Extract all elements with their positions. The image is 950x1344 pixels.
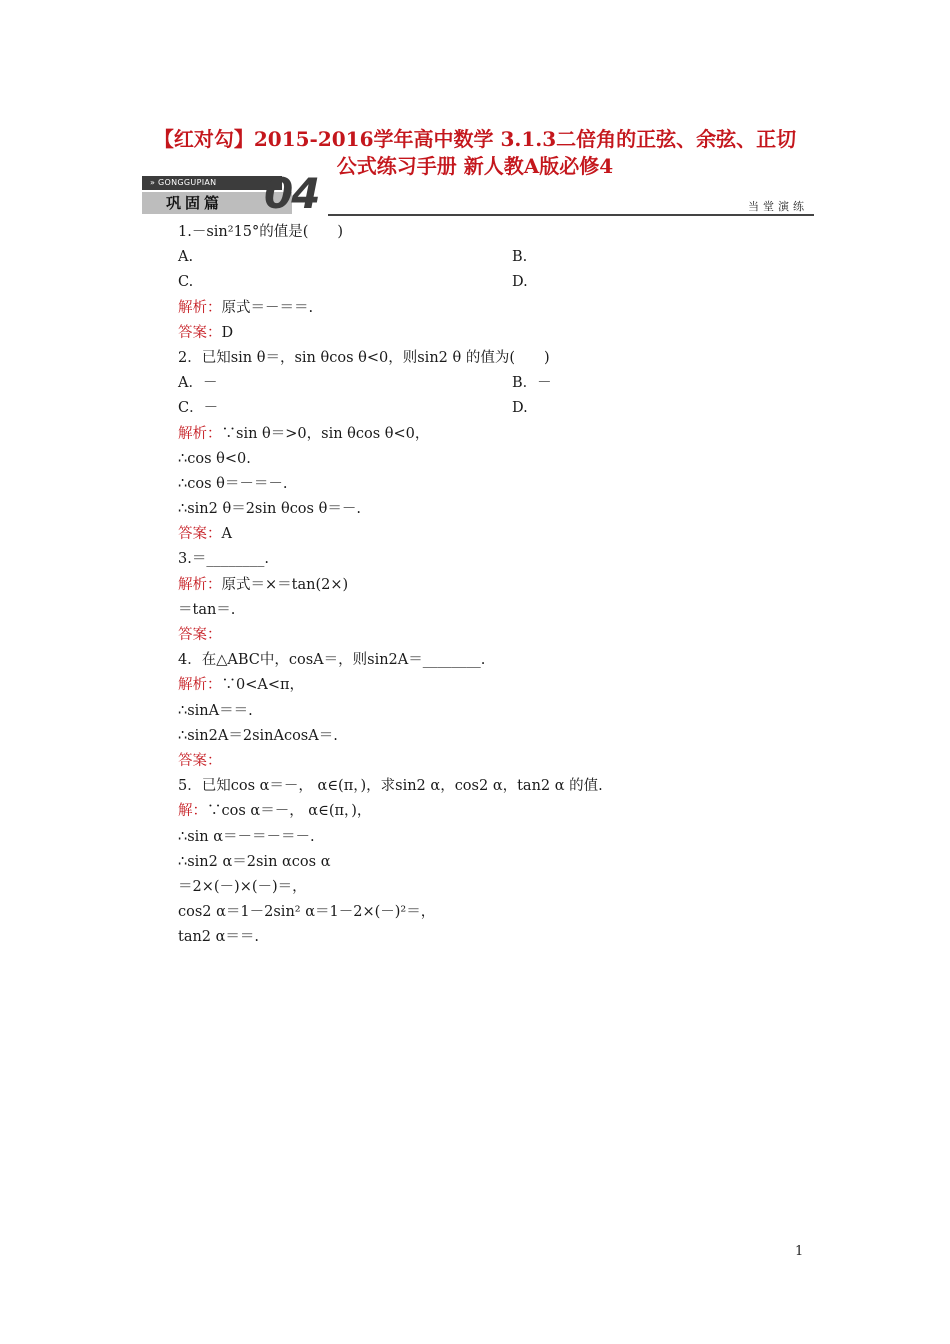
line-text: 5．已知cos α＝－， α∈(π，)，求sin2 α，cos2 α，tan2 α 的值. [178, 778, 603, 795]
line-text: ∴cos θ<0. [178, 450, 251, 467]
content-line [178, 774, 818, 799]
options-row [178, 396, 818, 421]
answer-label: 答案： [178, 752, 222, 769]
option-left: A．－ [178, 375, 218, 392]
content-line [178, 296, 818, 321]
content-line [178, 598, 818, 623]
line-text: ∴cos θ＝－＝－. [178, 475, 288, 492]
answer-label: 解析： [178, 576, 222, 593]
content-line [178, 573, 818, 598]
content-line [178, 673, 818, 698]
options-row [178, 270, 818, 295]
content-line [178, 422, 818, 447]
answer-label: 解： [178, 803, 207, 820]
line-text: A [221, 526, 232, 543]
banner-section-name: 巩固篇 [142, 192, 292, 214]
banner-rule [328, 214, 814, 216]
content-line [178, 900, 818, 925]
answer-label: 答案： [178, 526, 222, 543]
answer-label: 答案： [178, 627, 222, 643]
line-text: tan2 α＝＝. [178, 929, 260, 946]
answer-label: 答案： [178, 324, 222, 341]
option-right: B. [512, 249, 528, 266]
option-left: C. [178, 274, 194, 291]
option-right: D. [512, 274, 528, 291]
banner-tab-text: GONGGUPIAN [158, 178, 217, 187]
line-text: ＝tan＝. [178, 601, 236, 618]
content-line [178, 925, 818, 950]
title-line-1: 【红对勾】2015-2016学年高中数学 3.1.3二倍角的正弦、余弦、正切 [153, 127, 797, 151]
content-line [178, 447, 818, 472]
line-text: D [221, 324, 234, 341]
content-line [178, 623, 818, 648]
option-left: C．－ [178, 400, 219, 417]
line-text: 3.＝________. [178, 551, 269, 568]
line-text: ∴sin α＝－＝－＝－. [178, 828, 315, 845]
content-line [178, 875, 818, 900]
section-banner [140, 169, 814, 218]
line-text: ＝2×(－)×(－)＝， [178, 878, 307, 895]
content-line [178, 321, 818, 346]
line-text: ∴sin2 θ＝2sin θcos θ＝－. [178, 501, 361, 518]
content-line [178, 497, 818, 522]
options-row [178, 371, 818, 396]
answer-label: 解析： [178, 299, 222, 316]
page-number: 1 [795, 1244, 804, 1259]
content-line [178, 724, 818, 749]
content-line [178, 472, 818, 497]
line-text: ∴sin2A＝2sinAcosA＝. [178, 727, 338, 744]
line-text: 原式＝×＝tan(2×) [221, 576, 349, 593]
content-line [178, 850, 818, 875]
option-right: D. [512, 400, 528, 417]
line-text: 4．在△ABC中，cosA＝，则sin2A＝________. [178, 652, 486, 669]
content-line [178, 825, 818, 850]
options-row [178, 245, 818, 270]
exercise-content [178, 220, 818, 950]
line-text: 2．已知sin θ＝，sin θcos θ<0，则sin2 θ 的值为( ) [178, 349, 550, 366]
line-text: 1.－sin²15°的值是( ) [178, 224, 344, 240]
line-text: ∵cos α＝－， α∈(π，)， [207, 803, 372, 820]
title-line-2: 公式练习手册 新人教A版必修4 [336, 154, 614, 178]
option-right: B．－ [512, 375, 552, 392]
banner-right-label: 当堂演练 [748, 200, 808, 213]
content-line [178, 799, 818, 824]
content-line [178, 522, 818, 547]
answer-label: 解析： [178, 677, 222, 694]
line-text: ∴sin2 α＝2sin αcos α [178, 853, 331, 870]
option-left: A. [178, 249, 194, 266]
line-text: ∵sin θ＝>0，sin θcos θ<0， [221, 425, 430, 442]
double-chevron-icon: » [150, 178, 156, 187]
banner-tab [142, 176, 282, 190]
line-text: cos2 α＝1－2sin² α＝1－2×(－)²＝， [178, 904, 436, 921]
line-text: 原式＝－＝＝. [221, 299, 314, 316]
answer-label: 解析： [178, 425, 222, 442]
content-line [178, 547, 818, 572]
line-text: ∴sinA＝＝. [178, 702, 253, 719]
content-line [178, 648, 818, 673]
content-line [178, 220, 818, 245]
line-text: ∵0<A<π， [221, 677, 305, 694]
content-line [178, 699, 818, 724]
content-line [178, 346, 818, 371]
content-line [178, 749, 818, 774]
banner-number: 04 [264, 169, 319, 218]
document-title [110, 126, 840, 180]
